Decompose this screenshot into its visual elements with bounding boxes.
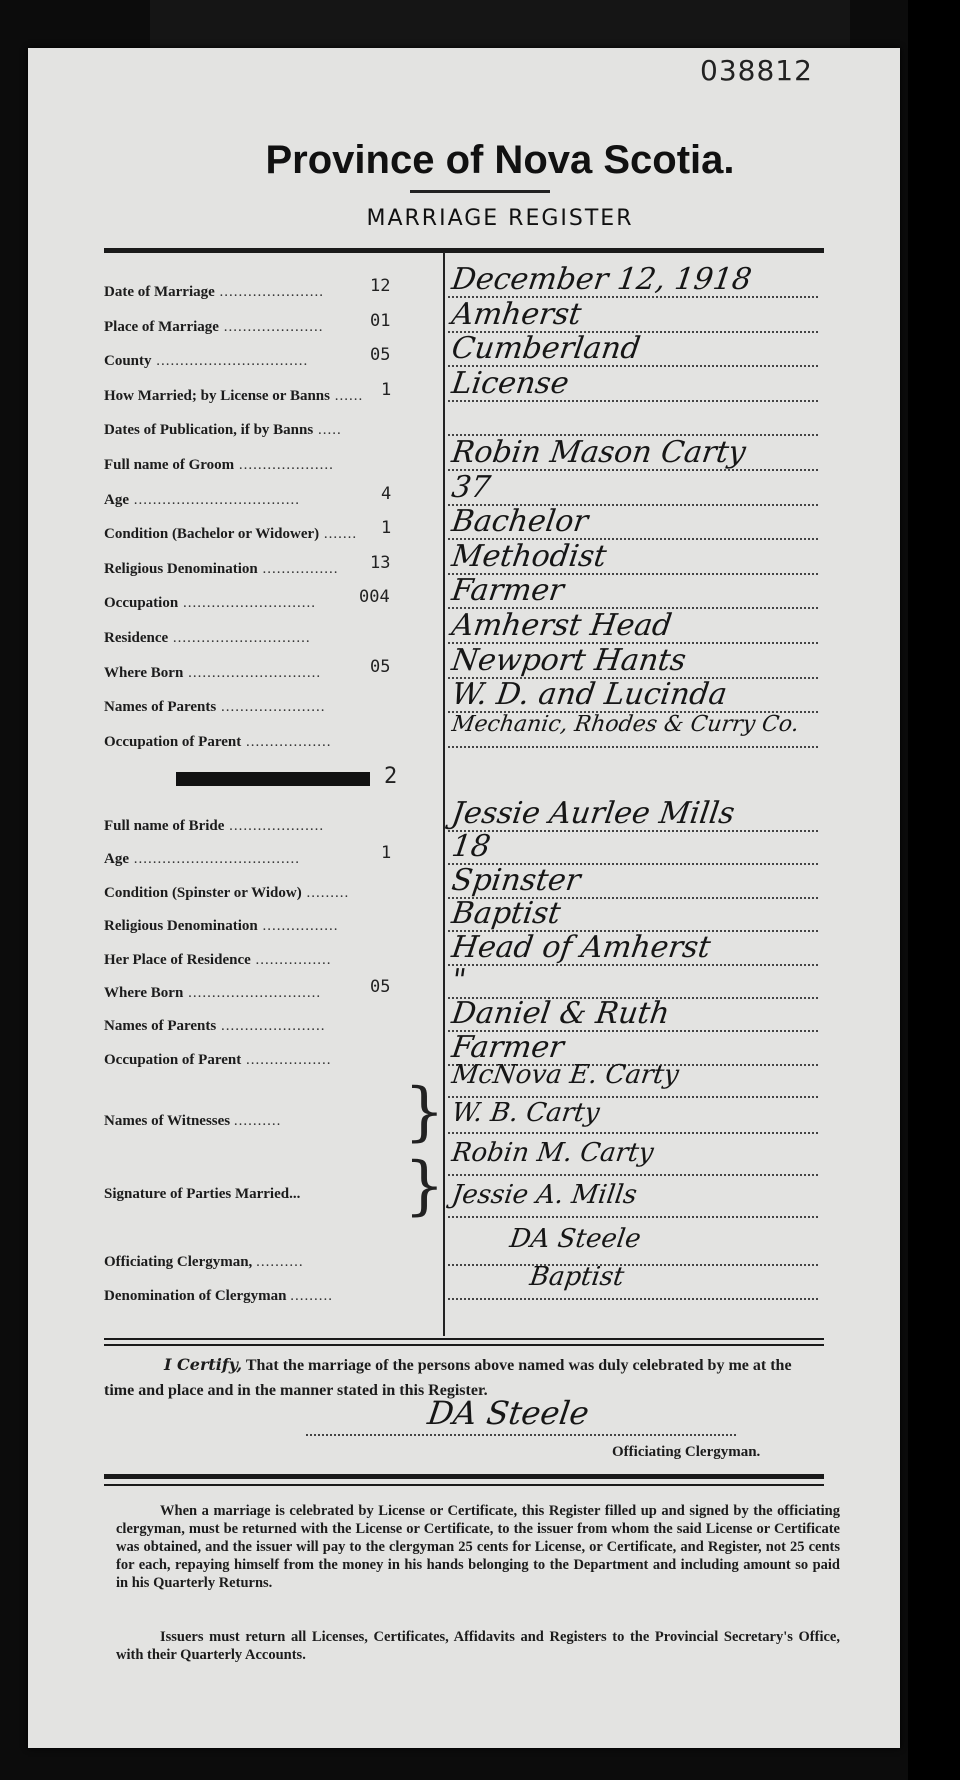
- groom-field-label-3: [104, 388, 363, 405]
- witnesses-brace: }: [404, 1075, 445, 1149]
- leader-dots: ................: [250, 951, 332, 968]
- denomination-clergyman-label: Denomination of Clergyman .........: [104, 1288, 333, 1304]
- leader-dots: .....: [313, 422, 342, 439]
- groom-field-code-2: 05: [370, 345, 391, 366]
- leader-dots: .........: [301, 884, 350, 901]
- bride-field-value-1: 18: [449, 829, 493, 865]
- witness-2: W. B. Carty: [449, 1098, 602, 1128]
- groom-field-label-11: [104, 665, 321, 682]
- groom-field-label-12: [104, 699, 325, 716]
- bride-field-label-2: [104, 885, 349, 902]
- bride-field-label-7: [104, 1052, 331, 1069]
- groom-field-label-13: [104, 734, 331, 751]
- groom-field-value-5: Robin Mason Carty: [449, 435, 748, 470]
- bride-field-label-6: [104, 1018, 325, 1035]
- certify-body: That the marriage of the persons above named was duly celebrated by me at the time and place and in the manner stated in this Register.: [104, 1357, 792, 1399]
- header-rule: [104, 248, 824, 253]
- groom-field-value-12: W. D. and Lucinda: [449, 677, 730, 713]
- bride-field-label-text: Religious Denomination: [104, 918, 258, 935]
- notice-paragraph-2: Issuers must return all Licenses, Certificates, Affidavits and Registers to the Provincial Secretary's Office, with their Quarterly Accounts.: [116, 1629, 840, 1663]
- certify-heading: I Certify,: [164, 1355, 243, 1374]
- title-underline: [410, 190, 550, 193]
- bride-field-label-text: Names of Parents: [104, 1018, 217, 1035]
- bride-field-value-3: Baptist: [449, 896, 563, 932]
- groom-field-label-text: Religious Denomination: [104, 560, 258, 577]
- certify-signature: DA Steele: [425, 1394, 592, 1432]
- bride-field-label-5: [104, 985, 321, 1002]
- groom-field-label-text: Residence: [104, 630, 169, 646]
- leader-dots: ............................: [183, 985, 322, 1001]
- leader-dots: .....................: [218, 318, 324, 335]
- groom-field-value-13: Mechanic, Rhodes & Curry Co.: [450, 711, 801, 737]
- signature-line-1: [448, 1172, 818, 1176]
- groom-field-label-10: [104, 630, 311, 647]
- section-rule-1: [104, 1338, 824, 1340]
- bride-field-label-text: Occupation of Parent: [104, 1051, 242, 1068]
- witness-1: McNova E. Carty: [449, 1060, 681, 1090]
- groom-field-value-6: 37: [449, 469, 493, 505]
- bride-field-label-text: Condition (Spinster or Widow): [104, 884, 302, 901]
- bride-field-label-1: [104, 851, 300, 868]
- bride-field-value-5: ": [449, 963, 469, 998]
- groom-field-value-8: Methodist: [449, 538, 609, 574]
- groom-field-label-8: [104, 561, 339, 578]
- scan-border-right: [908, 0, 960, 1780]
- leader-dots: ..................: [241, 1051, 332, 1068]
- bride-field-value-0: Jessie Aurlee Mills: [449, 796, 737, 831]
- bride-field-label-text: Where Born: [104, 985, 184, 1001]
- groom-field-value-3: License: [449, 365, 572, 401]
- page-title: Province of Nova Scotia.: [265, 138, 735, 182]
- groom-field-value-2: Cumberland: [449, 331, 643, 367]
- groom-field-line-13: [448, 744, 818, 748]
- leader-dots: .............................: [168, 630, 311, 646]
- bride-field-code-1: 1: [381, 843, 392, 864]
- leader-dots: ............................: [183, 664, 322, 681]
- groom-field-label-7: [104, 526, 357, 543]
- groom-field-value-0: December 12, 1918: [449, 262, 754, 297]
- groom-field-code-8: 13: [370, 552, 391, 573]
- groom-field-code-9: 004: [359, 587, 390, 608]
- leader-dots: .......: [319, 526, 358, 543]
- leader-dots: ...................................: [129, 851, 300, 868]
- groom-field-label-text: Names of Parents: [104, 699, 217, 716]
- bride-field-label-text: Age: [104, 851, 129, 868]
- groom-field-label-text: Where Born: [104, 664, 184, 681]
- leader-dots: ....................: [224, 818, 325, 834]
- signature-bride: Jessie A. Mills: [449, 1180, 639, 1210]
- groom-field-label-text: Dates of Publication, if by Banns: [104, 422, 314, 439]
- groom-field-value-10: Amherst Head: [449, 608, 674, 643]
- groom-field-code-1: 01: [370, 310, 391, 331]
- notice-paragraph-1: When a marriage is celebrated by License or Certificate, this Register filled up and signed by the officiating clergyman, must be returned with the License or Certificate, to the issuer from whom the said License or Certificate was obtained, and the issuer will pay to the clergyman 25 cents for License, or Certificate, and Register, not 25 cents for each, repaying himself from the money in his hands belonging to the Department and including amount so paid in his Quarterly Returns.: [116, 1503, 840, 1591]
- document-number: 038812: [700, 54, 813, 87]
- bride-field-label-text: Her Place of Residence: [104, 951, 251, 968]
- bride-field-label-0: [104, 818, 324, 835]
- leader-dots: ....................: [234, 457, 334, 473]
- leader-dots: ............................: [178, 595, 316, 612]
- groom-field-label-text: Occupation: [104, 595, 179, 612]
- certify-signature-line: [306, 1434, 736, 1436]
- signatures-label: Signature of Parties Married...: [104, 1186, 301, 1202]
- section-rule-2: [104, 1344, 824, 1346]
- signatures-brace: }: [404, 1149, 445, 1223]
- leader-dots: ................: [257, 918, 339, 935]
- groom-field-label-6: [104, 492, 300, 509]
- groom-field-label-0: [104, 284, 324, 301]
- leader-dots: ......................: [214, 284, 325, 300]
- groom-field-value-11: Newport Hants: [449, 642, 689, 678]
- groom-field-code-3: 1: [381, 379, 392, 400]
- groom-field-label-text: Condition (Bachelor or Widower): [104, 526, 320, 543]
- leader-dots: ..................: [241, 733, 332, 750]
- bride-section-code: 2: [384, 764, 398, 789]
- groom-field-label-text: County: [104, 353, 152, 370]
- certify-signature-label: Officiating Clergyman.: [612, 1444, 761, 1460]
- signature-groom: Robin M. Carty: [449, 1138, 656, 1168]
- denomination-clergyman-line: [448, 1296, 818, 1300]
- register-subtitle: MARRIAGE REGISTER: [366, 206, 634, 231]
- officiating-clergyman-line: [448, 1262, 818, 1266]
- bride-field-value-7: Farmer: [449, 1029, 567, 1065]
- groom-field-code-11: 05: [370, 656, 391, 677]
- groom-field-label-text: Full name of Groom: [104, 457, 235, 473]
- footer-rule-thin: [104, 1484, 824, 1486]
- officiating-clergyman-label: Officiating Clergyman, ..........: [104, 1254, 304, 1270]
- groom-field-label-4: [104, 422, 342, 439]
- bride-field-value-4: Head of Amherst: [449, 929, 713, 965]
- bride-field-label-4: [104, 952, 332, 969]
- bride-field-value-6: Daniel & Ruth: [449, 996, 672, 1032]
- footer-rule-thick: [104, 1474, 824, 1479]
- groom-field-label-1: [104, 319, 323, 336]
- groom-field-label-text: How Married; by License or Banns: [104, 387, 330, 404]
- leader-dots: ......................: [216, 699, 326, 716]
- groom-field-label-2: [104, 353, 308, 370]
- officiating-clergyman-value: DA Steele: [507, 1224, 643, 1254]
- groom-field-code-7: 1: [381, 518, 392, 539]
- groom-field-label-5: [104, 457, 334, 474]
- leader-dots: ................: [257, 560, 339, 577]
- groom-field-value-7: Bachelor: [449, 504, 591, 540]
- leader-dots: ......................: [216, 1018, 326, 1035]
- leader-dots: ................................: [151, 353, 309, 370]
- leader-dots: ......: [329, 387, 364, 404]
- leader-dots: ...................................: [129, 491, 300, 508]
- groom-field-code-6: 4: [381, 483, 392, 504]
- groom-field-code-0: 12: [370, 276, 391, 296]
- bride-field-label-3: [104, 918, 339, 935]
- redaction-bar: [176, 772, 370, 786]
- groom-field-label-9: [104, 595, 316, 612]
- groom-field-label-text: Occupation of Parent: [104, 733, 242, 750]
- groom-field-value-9: Farmer: [449, 573, 567, 609]
- groom-field-label-text: Place of Marriage: [104, 318, 219, 335]
- bride-field-label-text: Full name of Bride: [104, 818, 225, 834]
- groom-field-label-text: Age: [104, 491, 129, 508]
- bride-field-code-5: 05: [370, 977, 391, 997]
- groom-field-value-1: Amherst: [449, 296, 584, 332]
- witnesses-label: Names of Witnesses ..........: [104, 1113, 282, 1129]
- bride-field-value-2: Spinster: [449, 862, 583, 898]
- denomination-clergyman-value: Baptist: [527, 1262, 626, 1292]
- scan-border-top: [150, 0, 850, 48]
- signature-line-2: [448, 1214, 818, 1218]
- groom-field-label-text: Date of Marriage: [104, 284, 215, 300]
- witness-line-2: [448, 1130, 818, 1134]
